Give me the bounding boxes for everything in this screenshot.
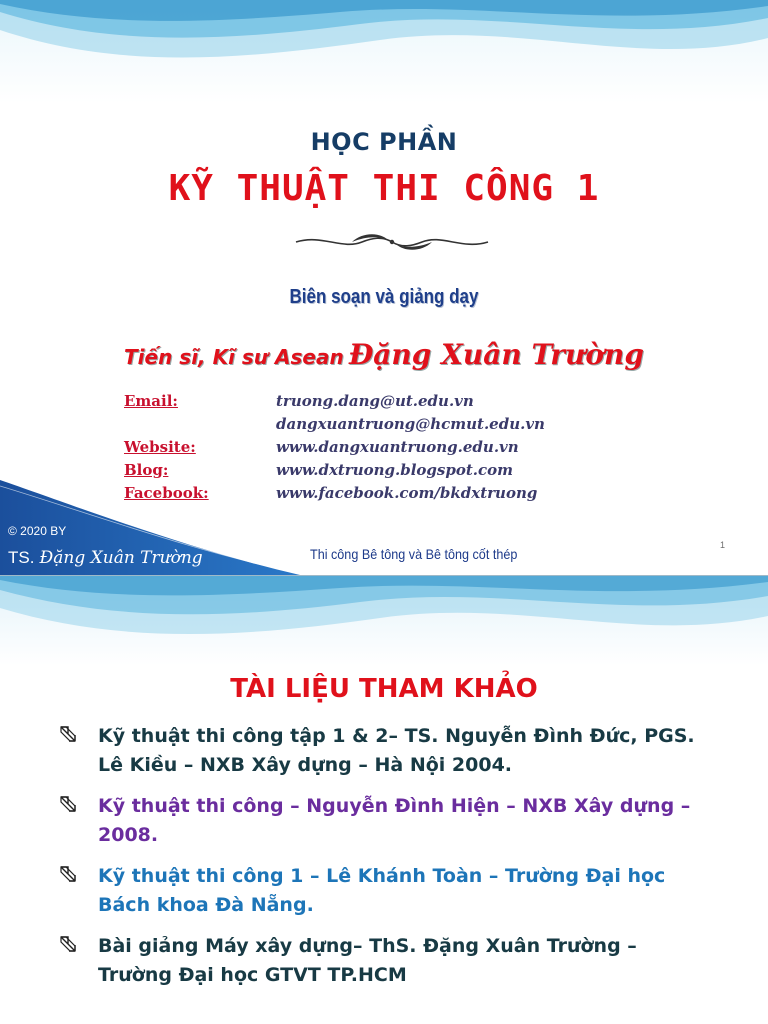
author-signature bbox=[8, 548, 203, 568]
top-wave-decoration bbox=[0, 0, 768, 80]
reference-text: Kỹ thuật thi công 1 – Lê Khánh Toàn – Trường Đại học Bách khoa Đà Nẵng. bbox=[98, 865, 666, 916]
list-item bbox=[0, 862, 768, 920]
signature-name: Đặng Xuân Trường bbox=[39, 548, 203, 568]
signature-prefix: TS. bbox=[8, 548, 35, 567]
footer-course-title: Thi công Bê tông và Bê tông cốt thép bbox=[310, 546, 518, 562]
blog-link[interactable]: www.dxtruong.blogspot.com bbox=[276, 461, 514, 479]
page-number: 1 bbox=[720, 540, 726, 550]
website-label: Website: bbox=[124, 438, 196, 456]
reference-text: Kỹ thuật thi công – Nguyễn Đình Hiện – NXB Xây dựng – 2008. bbox=[98, 795, 691, 846]
list-item bbox=[0, 722, 768, 780]
compiled-by-label: Biên soạn và giảng dạy bbox=[289, 286, 479, 308]
references-list bbox=[0, 722, 768, 1002]
reference-text: Bài giảng Máy xây dựng– ThS. Đặng Xuân Trường – Trường Đại học GTVT TP.HCM bbox=[98, 935, 637, 986]
author-name: Đặng Xuân Trường bbox=[348, 338, 644, 371]
list-item bbox=[0, 792, 768, 850]
hollow-arrow-icon bbox=[58, 864, 80, 886]
facebook-label: Facebook: bbox=[124, 484, 209, 502]
course-title: KỸ THUẬT THI CÔNG 1 bbox=[168, 168, 600, 209]
module-label: HỌC PHẦN bbox=[310, 128, 458, 156]
references-heading: TÀI LIỆU THAM KHẢO bbox=[230, 674, 538, 704]
email-link[interactable]: truong.dang@ut.edu.vn bbox=[276, 392, 474, 410]
flourish-ornament-icon bbox=[292, 230, 492, 254]
facebook-link[interactable]: www.facebook.com/bkdxtruong bbox=[276, 484, 538, 502]
hollow-arrow-icon bbox=[58, 794, 80, 816]
author-title: Tiến sĩ, Kĩ sư Asean bbox=[124, 345, 344, 369]
email-link-2[interactable]: dangxuantruong@hcmut.edu.vn bbox=[276, 415, 545, 433]
copyright-text: © 2020 BY bbox=[8, 524, 67, 538]
author-line bbox=[0, 338, 768, 371]
email-label: Email: bbox=[124, 392, 178, 410]
hollow-arrow-icon bbox=[58, 724, 80, 746]
website-link[interactable]: www.dangxuantruong.edu.vn bbox=[276, 438, 519, 456]
reference-text: Kỹ thuật thi công tập 1 & 2– TS. Nguyễn Đình Đức, PGS. Lê Kiều – NXB Xây dựng – Hà Nội 2004. bbox=[98, 725, 695, 776]
references-slide bbox=[0, 576, 768, 1024]
list-item bbox=[0, 932, 768, 990]
top-wave-decoration-2 bbox=[0, 576, 768, 652]
blog-label: Blog: bbox=[124, 461, 169, 479]
hollow-arrow-icon bbox=[58, 934, 80, 956]
